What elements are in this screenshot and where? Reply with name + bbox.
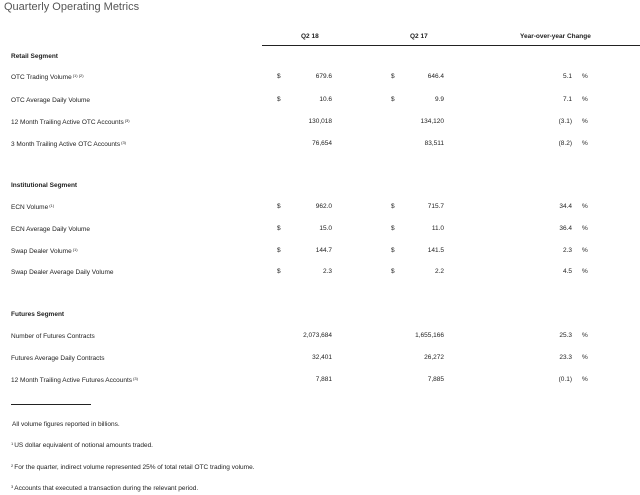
value-q2-18: 2.3 (322, 268, 332, 275)
value-q2-17: 7,885 (427, 376, 444, 383)
value-yoy-change: 5.1 (562, 73, 572, 80)
value-yoy-change: 4.5 (562, 268, 572, 275)
value-q2-18: 32,401 (312, 354, 332, 361)
currency-symbol: $ (277, 247, 281, 254)
value-q2-18: 10.6 (319, 96, 332, 103)
percent-sign: % (582, 118, 588, 125)
table-row (0, 332, 640, 342)
table-row (0, 268, 640, 278)
value-q2-18: 15.0 (319, 225, 332, 232)
currency-symbol: $ (277, 73, 281, 80)
row-label: Futures Average Daily Contracts (11, 355, 105, 362)
row-label: OTC Trading Volume$^{(1) (2)}$ (11, 73, 84, 81)
value-q2-18: 2,073,684 (303, 332, 332, 339)
footnote: $^3$Accounts that executed a transaction during the relevant period. (11, 484, 199, 492)
percent-sign: % (582, 140, 588, 147)
column-header-yoy-change: Year-over-year Change (520, 33, 591, 40)
percent-sign: % (582, 354, 588, 361)
table-row (0, 247, 640, 257)
value-yoy-change: 36.4 (559, 225, 572, 232)
value-q2-17: 9.9 (434, 96, 444, 103)
currency-symbol: $ (391, 96, 395, 103)
currency-symbol: $ (391, 225, 395, 232)
currency-symbol: $ (391, 247, 395, 254)
value-q2-17: 1,655,166 (415, 332, 444, 339)
footnote: $^2$For the quarter, indirect volume represented 25% of total retail OTC trading volume. (11, 463, 255, 471)
footnote: $^1$US dollar equivalent of notional amounts traded. (11, 441, 153, 449)
header-divider (262, 45, 640, 46)
value-yoy-change: 2.3 (562, 247, 572, 254)
value-q2-17: 141.5 (427, 247, 444, 254)
value-yoy-change: 23.3 (559, 354, 572, 361)
value-q2-18: 679.6 (315, 73, 332, 80)
table-row (0, 140, 640, 150)
percent-sign: % (582, 203, 588, 210)
value-q2-18: 144.7 (315, 247, 332, 254)
table-row (0, 225, 640, 235)
currency-symbol: $ (277, 268, 281, 275)
row-label: 12 Month Trailing Active Futures Accounts$^{(3)}$ (11, 376, 138, 384)
table-row (0, 203, 640, 213)
column-header-q2-17: Q2 17 (410, 33, 428, 40)
value-yoy-change: 7.1 (562, 96, 572, 103)
value-q2-18: 962.0 (315, 203, 332, 210)
value-q2-18: 76,654 (312, 140, 332, 147)
row-label: Swap Dealer Volume$^{(1)}$ (11, 247, 78, 255)
value-q2-17: 134,120 (420, 118, 444, 125)
value-q2-18: 7,881 (315, 376, 332, 383)
currency-symbol: $ (391, 73, 395, 80)
row-label: ECN Volume$^{(1)}$ (11, 203, 55, 211)
percent-sign: % (582, 73, 588, 80)
currency-symbol: $ (391, 203, 395, 210)
value-q2-17: 83,511 (424, 140, 444, 147)
value-q2-18: 130,018 (308, 118, 332, 125)
percent-sign: % (582, 376, 588, 383)
currency-symbol: $ (277, 96, 281, 103)
value-q2-17: 26,272 (424, 354, 444, 361)
table-row (0, 118, 640, 128)
row-label: ECN Average Daily Volume (11, 226, 91, 233)
footnote-divider (11, 404, 91, 405)
currency-symbol: $ (277, 203, 281, 210)
column-header-q2-18: Q2 18 (301, 33, 319, 40)
percent-sign: % (582, 225, 588, 232)
percent-sign: % (582, 268, 588, 275)
row-label: Swap Dealer Average Daily Volume (11, 269, 114, 276)
value-yoy-change: (8.2) (558, 140, 572, 147)
value-yoy-change: (3.1) (558, 118, 572, 125)
value-q2-17: 11.0 (431, 225, 444, 232)
percent-sign: % (582, 247, 588, 254)
value-yoy-change: (0.1) (558, 376, 572, 383)
currency-symbol: $ (277, 225, 281, 232)
value-yoy-change: 25.3 (559, 332, 572, 339)
page-title: Quarterly Operating Metrics (4, 1, 140, 13)
percent-sign: % (582, 96, 588, 103)
section-title-institutional: Institutional Segment (11, 182, 78, 189)
value-yoy-change: 34.4 (559, 203, 572, 210)
value-q2-17: 715.7 (427, 203, 444, 210)
row-label: 12 Month Trailing Active OTC Accounts$^{(3)}$ (11, 118, 130, 126)
footnote: All volume figures reported in billions. (12, 421, 120, 428)
table-row (0, 73, 640, 83)
row-label: Number of Futures Contracts (11, 333, 95, 340)
table-row (0, 354, 640, 364)
table-row (0, 376, 640, 386)
value-q2-17: 2.2 (434, 268, 444, 275)
currency-symbol: $ (391, 268, 395, 275)
section-title-futures: Futures Segment (11, 311, 65, 318)
row-label: OTC Average Daily Volume (11, 97, 90, 104)
section-title-retail: Retail Segment (11, 53, 58, 60)
table-row (0, 96, 640, 106)
percent-sign: % (582, 332, 588, 339)
row-label: 3 Month Trailing Active OTC Accounts$^{(3)}$ (11, 140, 126, 148)
value-q2-17: 646.4 (427, 73, 444, 80)
